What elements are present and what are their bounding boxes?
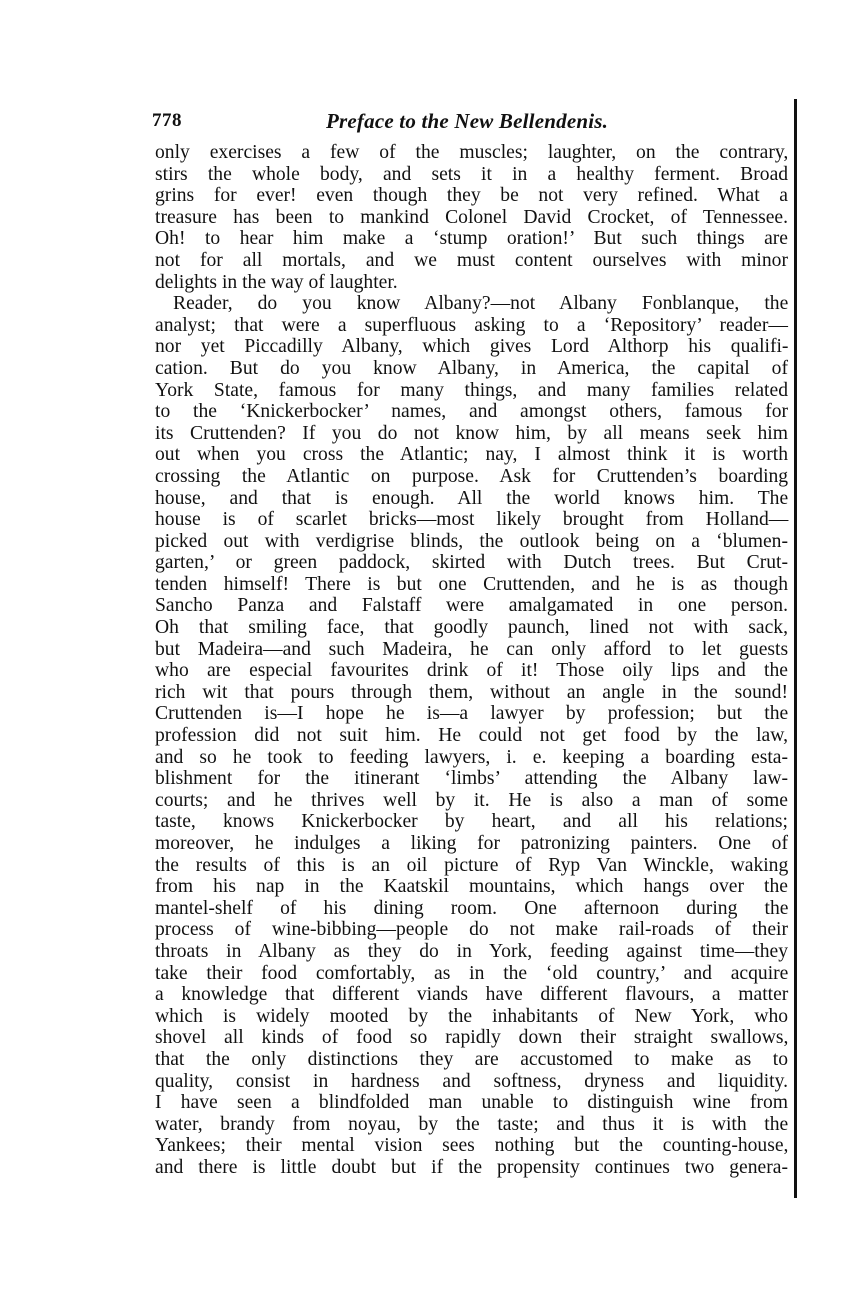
text-line: grins for ever! even though they be not very refined. What a [155, 185, 788, 207]
running-title: Preface to the New Bellendenis. [326, 109, 609, 133]
paragraph-start-line: Reader, do you know Albany?—not Albany Fonblanque, the [173, 293, 789, 315]
text-line: crossing the Atlantic on purpose. Ask for Cruttenden’s boarding [155, 465, 789, 487]
text-line: the results of this is an oil picture of Ryp Van Winckle, waking [155, 854, 789, 876]
text-line: Oh! to hear him make a ‘stump oration!’ But such things are [155, 228, 788, 250]
text-line: nor yet Piccadilly Albany, which gives Lord Althorp his qualifi- [155, 336, 789, 358]
text-line: York State, famous for many things, and many families related [155, 379, 788, 401]
margin-rule [794, 99, 797, 1198]
text-line: not for all mortals, and we must content ourselves with minor [155, 249, 788, 271]
text-line: throats in Albany as they do in York, feeding against time—they [155, 940, 788, 962]
text-line: mantel-shelf of his dining room. One afternoon during the [155, 897, 789, 919]
text-line: picked out with verdigrise blinds, the outlook being on a ‘blumen- [155, 530, 788, 552]
page-number: 778 [152, 110, 182, 131]
text-line: its Cruttenden? If you do not know him, by all means seek him [155, 422, 788, 444]
text-line: analyst; that were a superfluous asking to a ‘Repository’ reader— [155, 314, 788, 336]
text-line: quality, consist in hardness and softness, dryness and liquidity. [155, 1070, 788, 1092]
text-line: to the ‘Knickerbocker’ names, and amongst others, famous for [155, 401, 789, 423]
text-line: a knowledge that different viands have different flavours, a matter [155, 984, 789, 1006]
text-line: moreover, he indulges a liking for patronizing painters. One of [155, 833, 788, 854]
text-line: water, brandy from noyau, by the taste; and thus it is with the [155, 1113, 789, 1135]
text-line: cation. But do you know Albany, in America, the capital of [155, 357, 788, 379]
text-line: that the only distinctions they are accustomed to make as to [155, 1048, 788, 1070]
text-line: house is of scarlet bricks—most likely brought from Holland— [155, 509, 789, 531]
text-line: tenden himself! There is but one Cruttenden, and he is as though [155, 573, 788, 595]
text-line: rich wit that pours through them, without an angle in the sound! [155, 681, 788, 703]
text-line: who are especial favourites drink of it! Those oily lips and the [155, 660, 788, 682]
text-line: from his nap in the Kaatskil mountains, which hangs over the [155, 876, 788, 898]
text-line: Cruttenden is—I hope he is—a lawyer by profession; but the [155, 703, 789, 725]
text-line: process of wine-bibbing—people do not make rail-roads of their [155, 919, 788, 941]
text-line: Oh that smiling face, that goodly paunch, lined not with sack, [155, 617, 788, 639]
text-line: Yankees; their mental vision sees nothing but the counting-house, [155, 1135, 789, 1157]
text-line: but Madeira—and such Madeira, he can only afford to let guests [155, 638, 789, 660]
text-line: taste, knows Knickerbocker by heart, and all his relations; [155, 811, 788, 833]
text-line: take their food comfortably, as in the ‘old country,’ and acquire [155, 962, 789, 984]
body-text [155, 142, 788, 1179]
running-head [152, 108, 792, 134]
text-line: only exercises a few of the muscles; laughter, on the contrary, [155, 142, 789, 163]
text-line: courts; and he thrives well by it. He is also a man of some [155, 789, 788, 811]
text-line: and there is little doubt but if the propensity continues two genera- [155, 1156, 788, 1178]
text-line: which is widely mooted by the inhabitants of New York, who [155, 1005, 789, 1027]
text-line: shovel all kinds of food so rapidly down their straight swallows, [155, 1027, 789, 1049]
text-line: I have seen a blindfolded man unable to distinguish wine from [155, 1092, 788, 1114]
text-line: out when you cross the Atlantic; nay, I almost think it is worth [155, 444, 788, 466]
text-line: Sancho Panza and Falstaff were amalgamated in one person. [155, 595, 788, 617]
text-line: stirs the whole body, and sets it in a healthy ferment. Broad [155, 163, 789, 185]
text-line: treasure has been to mankind Colonel David Crocket, of Tennessee. [155, 206, 788, 228]
text-line: blishment for the itinerant ‘limbs’ attending the Albany law- [155, 768, 788, 790]
text-line: garten,’ or green paddock, skirted with Dutch trees. But Crut- [155, 552, 788, 574]
text-line: delights in the way of laughter. [155, 271, 398, 293]
text-line: and so he took to feeding lawyers, i. e. keeping a boarding esta- [155, 746, 788, 768]
text-line: profession did not suit him. He could not get food by the law, [155, 725, 788, 747]
text-line: house, and that is enough. All the world knows him. The [155, 487, 789, 509]
